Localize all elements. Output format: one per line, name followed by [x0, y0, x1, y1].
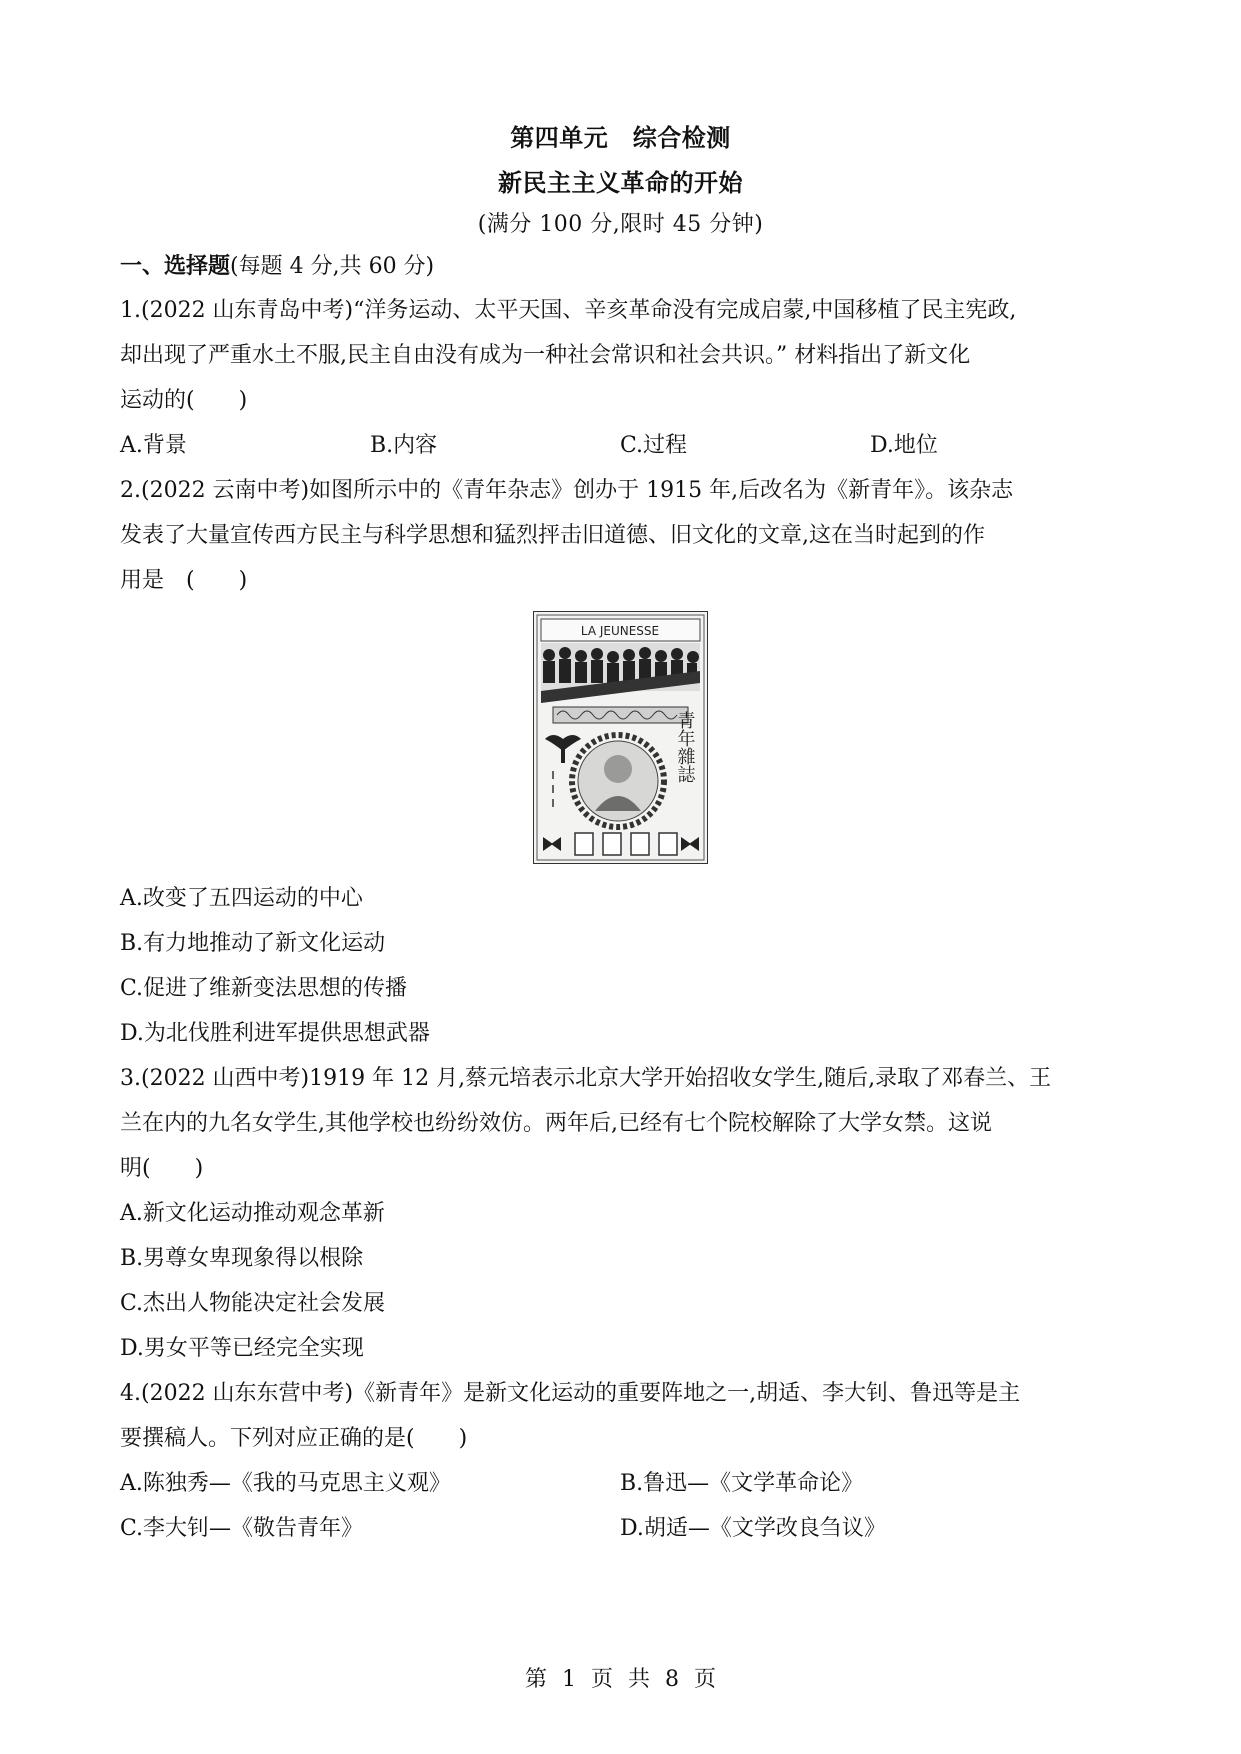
- exam-meta: (满分 100 分,限时 45 分钟): [477, 212, 764, 237]
- q2-line-3: 用是 ( ): [120, 568, 248, 593]
- q3-option-c[interactable]: C.杰出人物能决定社会发展: [120, 1291, 386, 1316]
- section-title: 一、选择题: [120, 254, 231, 279]
- magazine-cover-image: [533, 611, 708, 864]
- q1-line-3: 运动的( ): [120, 388, 248, 413]
- q4-option-c[interactable]: C.李大钊—《敬告青年》: [120, 1516, 364, 1541]
- q2-option-a[interactable]: A.改变了五四运动的中心: [120, 886, 363, 911]
- q1-line-2: 却出现了严重水土不服,民主自由没有成为一种社会常识和社会共识。” 材料指出了新文化: [120, 343, 971, 368]
- q4-option-a[interactable]: A.陈独秀—《我的马克思主义观》: [120, 1471, 451, 1496]
- q3-option-d[interactable]: D.男女平等已经完全实现: [120, 1336, 364, 1361]
- section-heading: [120, 252, 1120, 282]
- q2-line-1: 2.(2022 云南中考)如图所示中的《青年杂志》创办于 1915 年,后改名为《新青年》。该杂志: [120, 478, 1014, 503]
- q4-line-2: 要撰稿人。下列对应正确的是( ): [120, 1426, 468, 1451]
- magazine-cover-illustration: [533, 611, 708, 864]
- page-number: 第 1 页 共 8 页: [525, 1667, 716, 1692]
- magazine-header-text: LA JEUNESSE: [580, 624, 660, 638]
- q2-option-b[interactable]: B.有力地推动了新文化运动: [120, 931, 386, 956]
- q1-option-d[interactable]: D.地位: [870, 433, 938, 458]
- subtitle: 新民主主义革命的开始: [498, 169, 743, 197]
- q3-option-b[interactable]: B.男尊女卑现象得以根除: [120, 1246, 364, 1271]
- q3-line-2: 兰在内的九名女学生,其他学校也纷纷效仿。两年后,已经有七个院校解除了大学女禁。这说: [120, 1111, 992, 1136]
- q1-option-a[interactable]: A.背景: [120, 433, 187, 458]
- q1-option-b[interactable]: B.内容: [370, 433, 438, 458]
- q2-option-c[interactable]: C.促进了维新变法思想的传播: [120, 976, 408, 1001]
- q4-option-d[interactable]: D.胡适—《文学改良刍议》: [620, 1516, 886, 1541]
- q2-option-d[interactable]: D.为北伐胜利进军提供思想武器: [120, 1021, 430, 1046]
- q2-line-2: 发表了大量宣传西方民主与科学思想和猛烈抨击旧道德、旧文化的文章,这在当时起到的作: [120, 523, 985, 548]
- unit-title: 第四单元 综合检测: [510, 124, 731, 152]
- q3-line-1: 3.(2022 山西中考)1919 年 12 月,蔡元培表示北京大学开始招收女学生,随后,录取了邓春兰、王: [120, 1066, 1052, 1091]
- q3-line-3: 明( ): [120, 1156, 204, 1181]
- magazine-side-title: 青年雜誌: [674, 711, 696, 783]
- q3-option-a[interactable]: A.新文化运动推动观念革新: [120, 1201, 385, 1226]
- q4-option-b[interactable]: B.鲁迅—《文学革命论》: [620, 1471, 864, 1496]
- q1-line-1: 1.(2022 山东青岛中考)“洋务运动、太平天国、辛亥革命没有完成启蒙,中国移植了民主宪政,: [120, 298, 1017, 323]
- q4-line-1: 4.(2022 山东东营中考)《新青年》是新文化运动的重要阵地之一,胡适、李大钊、鲁迅等是主: [120, 1381, 1021, 1406]
- q1-option-c[interactable]: C.过程: [620, 433, 688, 458]
- section-note: (每题 4 分,共 60 分): [230, 254, 435, 279]
